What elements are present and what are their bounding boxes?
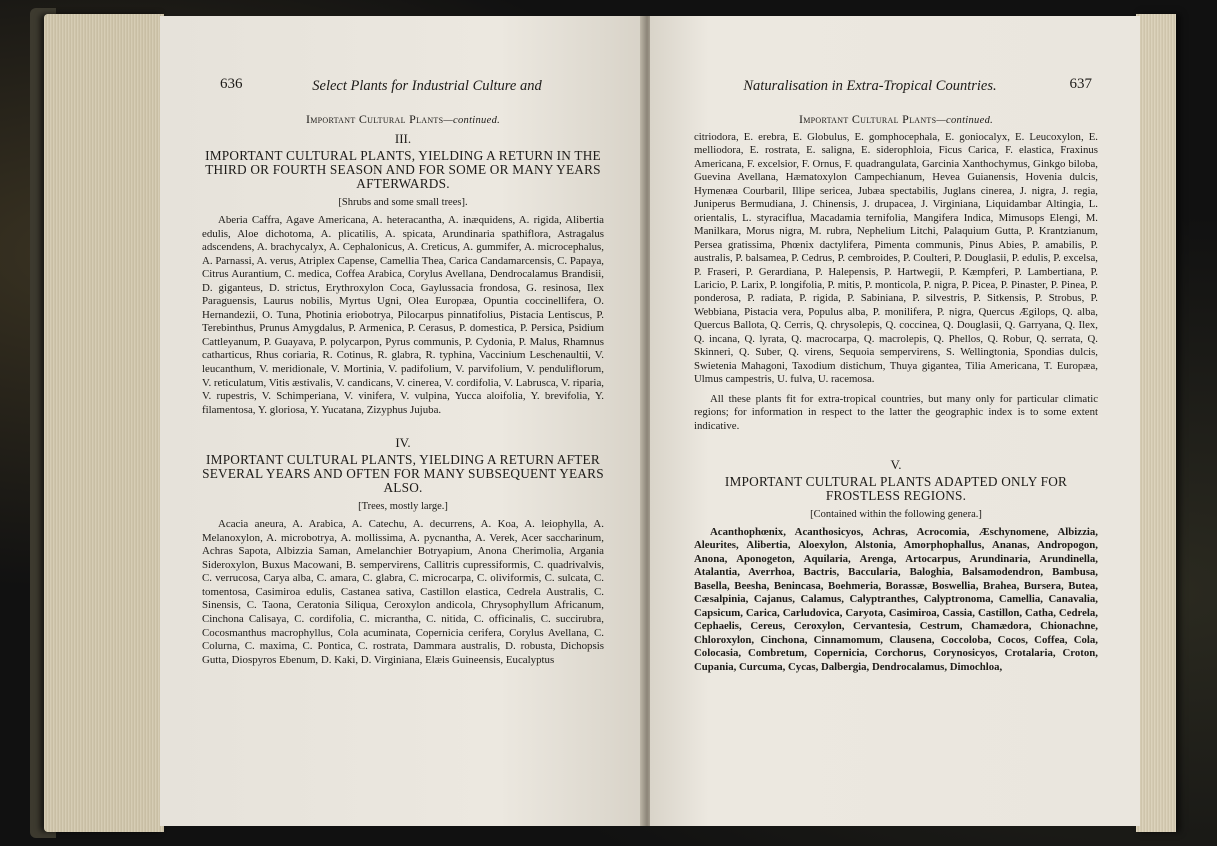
section-note-iii: [Shrubs and some small trees]. — [338, 197, 468, 208]
page-number-left: 636 — [220, 76, 243, 92]
section-body-iv-continued: citriodora, E. erebra, E. Globulus, E. gomphocephala, E. goniocalyx, E. Leucoxylon, E. melliodora, E. rostrata, E. saligna, E. siderophloia, Ficus Carica, F. elastica, Fraxinus Americana, F. excelsior, F. Ornus, F. quadrangulata, Garcinia Xanthochymus, Ginkgo biloba, Guevina Avellana, Hæmatoxylon Campechianum, Hevea Guianensis, Hovenia dulcis, Hymenæa Courbaril, Illipe sericea, Jubæa spectabilis, Juglans cinerea, J. nigra, J. regia, Juniperus Bermudiana, J. Chinensis, J. drupacea, J. Virginiana, Liquidambar Altingia, L. orientalis, L. styraciflua, Macadamia ternifolia, Mangifera Indica, Mimusops Elengi, M. Manilkara, Morus nigra, M. rubra, Nephelium Litchi, Palaquium Gutta, P. Krantzianum, Persea gratissima, Phœnix dactylifera, Pimenta communis, Pinus Abies, P. amabilis, P. australis, P. balsamea, P. Cedrus, P. cembroides, P. Coulteri, P. Douglasii, P. edulis, P. excelsa, P. Fraseri, P. Gerardiana, P. Halepensis, P. Hartwegii, P. Kæmpferi, P. Lambertiana, P. Laricio, P. Larix, P. longifolia, P. mitis, P. monticola, P. nigra, P. Picea, P. Pinaster, P. Pinea, P. ponderosa, P. radiata, P. rigida, P. Sabiniana, P. silvestris, P. Sitkensis, P. Strobus, P. Webbiana, Pistacia vera, Populus alba, P. monilifera, P. nigra, Quercus Ægilops, Q. alba, Quercus Ballota, Q. Cerris, Q. chrysolepis, Q. coccinea, Q. Douglasii, Q. Garryana, Q. Ilex, Q. incana, Q. lyrata, Q. macrocarpa, Q. macrolepis, Q. Phellos, Q. Robur, Q. serrata, Q. Skinneri, Q. Suber, Q. virens, Sequoia sempervirens, S. Wellingtonia, Spondias dulcis, Swietenia Mahagoni, Taxodium distichum, Thuya gigantea, Tilia Americana, T. Europæa, Ulmus campestris, U. fulva, U. racemosa. — [694, 131, 1098, 386]
right-page-stack — [1136, 14, 1176, 832]
continued-label: Important Cultural Plants — [798, 112, 937, 126]
continued-heading-right — [694, 112, 1098, 127]
section-number-iv: IV. — [395, 435, 411, 451]
closing-remark: All these plants fit for extra-tropical countries, but many only for particular climatic regions; for information in respect to the latter the geographic index is to some extent indicative. — [694, 392, 1098, 432]
running-head-right: Naturalisation in Extra-Tropical Countries. — [743, 78, 997, 94]
section-body-iii: Aberia Caffra, Agave Americana, A. heteracantha, A. inæquidens, A. rigida, Alibertia edulis, Aloe dichotoma, A. plicatilis, A. spicata, Arundinaria spathiflora, Astragalus adscendens, A. brachycalyx, A. Cephalonicus, A. Creticus, A. gummifer, A. microcephalus, A. Parnassi, A. verus, Atriplex Capense, Camellia Thea, Carica Candamarcensis, C. Papaya, Citrus Aurantium, C. medica, Coffea Arabica, Corylus Avellana, Dendrocalamus Brandisii, D. giganteus, D. strictus, Erythroxylon Coca, Gaylussacia frondosa, G. resinosa, Ilex Paraguensis, Laurus nobilis, Myrtus Ugni, Olea Europæa, Opuntia coccinellifera, O. Hernandezii, O. Tuna, Photinia eriobotrya, Pilocarpus pinnatifolius, Pistacia Lentiscus, P. Terebinthus, Prunus Amygdalus, P. Armenica, P. Cerasus, P. domestica, P. Persica, Psidium Cattleyanum, P. Guayava, P. polycarpon, Pyrus communis, P. Cydonia, P. Malus, Rhamnus catharticus, Rhus coriaria, R. Cotinus, R. glabra, R. typhina, Vaccinium Leschenaultii, V. leucanthum, V. meridionale, V. Mortinia, V. padifolium, V. parvifolium, V. penduliflorum, V. reticulatum, Vitis æstivalis, V. candicans, V. cinerea, V. cordifolia, V. Labrusca, V. riparia, V. rupestris, V. Schimperiana, V. vinifera, V. vulpina, Yucca aloifolia, Y. brevifolia, Y. filamentosa, Y. gloriosa, Y. Yucatana, Zizyphus Jujuba. — [202, 214, 604, 416]
left-page-stack — [44, 14, 164, 832]
right-page — [650, 16, 1140, 826]
section-body-iv: Acacia aneura, A. Arabica, A. Catechu, A. decurrens, A. Koa, A. leiophylla, A. Melanoxylon, A. microbotrya, A. mollissima, A. pycnantha, A. Verek, Acer saccharinum, Achras Sapota, Albizzia Saman, Amelanchier Botryapium, Anona Cherimolia, Argania Sideroxylon, Buxus Macowani, B. sempervirens, Callitris cupressiformis, C. quadrivalvis, C. verrucosa, Carya alba, C. amara, C. glabra, C. microcarpa, C. oliviformis, C. sulcata, C. tomentosa, Casimiroa edulis, Castanea sativa, Castillon elastica, Cedrela Australis, C. Sinensis, C. Taona, Ceratonia Siliqua, Ceroxylon andicola, Chrysophyllum Africanum, Cinchona Calisaya, C. cordifolia, C. micrantha, C. nitida, C. officinalis, C. succirubra, Cocosmanthus macrophyllus, Cola acuminata, Copernicia cerifera, Corylus Avellana, C. Colurna, C. maxima, C. Pontica, C. rostrata, Dammara australis, D. robusta, Dichopsis Gutta, Diospyros Ebenum, D. Kaki, D. Virginiana, Elæis Guineensis, Eucalyptus — [202, 518, 604, 666]
section-body-v: Acanthophœnix, Acanthosicyos, Achras, Acrocomia, Æschynomene, Albizzia, Aleurites, Alibertia, Aloexylon, Alstonia, Amorphophallus, Ananas, Andropogon, Anona, Aponogeton, Aquilaria, Arenga, Artocarpus, Arundinaria, Arundinella, Atalantia, Averrhoa, Bactris, Baccularia, Baloghia, Balsamodendron, Bambusa, Basella, Beesha, Benincasa, Boehmeria, Borassæ, Boswellia, Brahea, Bursera, Butea, Cæsalpinia, Cajanus, Calamus, Calyptranthes, Calyptronoma, Camellia, Canavalia, Capsicum, Carica, Carludovica, Caryota, Casimiroa, Cassia, Castillon, Catha, Cedrela, Cephaelis, Cereus, Ceroxylon, Cervantesia, Cestrum, Chamædora, Chionachne, Chloroxylon, Cinchona, Cinnamomum, Clausena, Coccoloba, Cocos, Coffea, Cola, Colocasia, Combretum, Copernicia, Corchorus, Corynosicyos, Crotalaria, Croton, Cupania, Curcuma, Cycas, Dalbergia, Dendrocalamus, Dimochloa, — [694, 525, 1098, 673]
continued-heading-left — [202, 112, 604, 127]
continued-label: Important Cultural Plants — [305, 112, 444, 126]
section-note-iv: [Trees, mostly large.] — [358, 501, 448, 513]
section-note-v: [Contained within the following genera.] — [810, 508, 982, 520]
section-number-iii: III. — [394, 131, 412, 146]
running-head-left: Select Plants for Industrial Culture and — [312, 78, 542, 94]
section-title-iii: IMPORTANT CULTURAL PLANTS, YIELDING A RETURN IN THE THIRD OR FOURTH SEASON AND FOR SOME OR MANY YEARS AFTERWARDS. — [205, 148, 601, 191]
left-page — [160, 16, 644, 826]
section-title-v: IMPORTANT CULTURAL PLANTS ADAPTED ONLY FOR FROSTLESS REGIONS. — [724, 473, 1068, 503]
continued-suffix: —continued. — [443, 115, 501, 126]
continued-suffix: —continued. — [936, 115, 994, 126]
section-title-iv: IMPORTANT CULTURAL PLANTS, YIELDING A RETURN AFTER SEVERAL YEARS AND OFTEN FOR MANY SUBSEQUENT YEARS ALSO. — [202, 452, 604, 496]
section-number-v: V. — [890, 456, 902, 472]
page-number-right: 637 — [1069, 76, 1092, 92]
